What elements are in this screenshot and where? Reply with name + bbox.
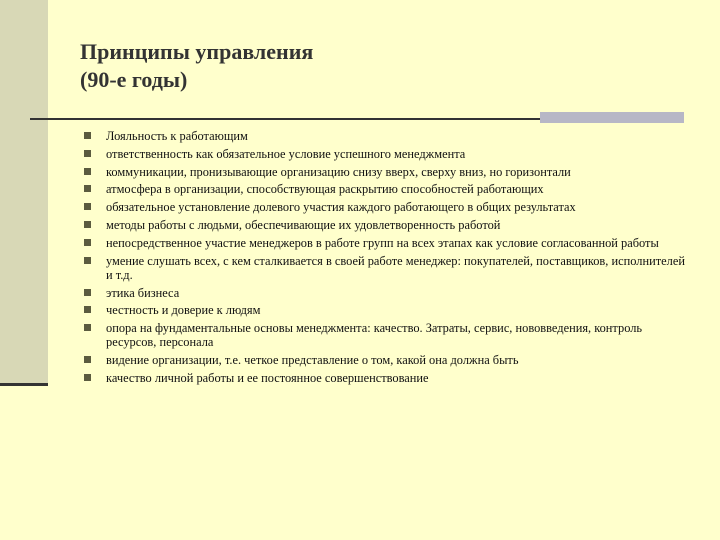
square-bullet-icon [84,374,91,381]
slide-title [80,38,600,94]
divider-accent-block [540,112,684,123]
left-decor-line [0,383,48,386]
list-item [84,321,694,349]
list-item-text: обязательное установление долевого участия каждого работающего в общих результатах [106,200,576,215]
list-item [84,286,694,300]
bullet-list [84,129,694,389]
list-item-text: опора на фундаментальные основы менеджмента: качество. Затраты, сервис, нововведения, контроль ресурсов, персонала [106,321,643,350]
list-item-text: видение организации, т.е. четкое представление о том, какой она должна быть [106,353,519,368]
title-line-1: Принципы управления [80,39,314,64]
list-item-text: этика бизнеса [106,285,180,300]
list-item [84,353,694,367]
square-bullet-icon [84,239,91,246]
list-item [84,236,694,250]
square-bullet-icon [84,356,91,363]
title-line-2: (90-е годы) [80,67,188,92]
list-item [84,303,694,317]
list-item-text: атмосфера в организации, способствующая раскрытию способностей работающих [106,182,544,197]
list-item-text: умение слушать всех, с кем сталкивается в своей работе менеджер: покупателей, поставщиков, исполнителей и т.д. [106,253,685,282]
square-bullet-icon [84,168,91,175]
list-item-text: коммуникации, пронизывающие организацию снизу вверх, сверху вниз, но горизонтали [106,164,571,179]
left-decor-bar [0,0,48,386]
list-item [84,147,694,161]
square-bullet-icon [84,306,91,313]
list-item-text: методы работы с людьми, обеспечивающие их удовлетворенность работой [106,217,501,232]
list-item [84,129,694,143]
square-bullet-icon [84,132,91,139]
list-item [84,218,694,232]
square-bullet-icon [84,221,91,228]
list-item-text: Лояльность к работающим [106,129,248,143]
square-bullet-icon [84,150,91,157]
square-bullet-icon [84,203,91,210]
square-bullet-icon [84,289,91,296]
list-item-text: непосредственное участие менеджеров в работе групп на всех этапах как условие согласованной работы [106,235,659,250]
square-bullet-icon [84,185,91,192]
list-item [84,254,694,282]
list-item [84,165,694,179]
list-item-text: качество личной работы и ее постоянное совершенствование [106,370,429,385]
square-bullet-icon [84,324,91,331]
list-item [84,182,694,196]
list-item [84,371,694,385]
square-bullet-icon [84,257,91,264]
list-item [84,200,694,214]
list-item-text: ответственность как обязательное условие успешного менеджмента [106,146,466,161]
list-item-text: честность и доверие к людям [106,303,261,318]
